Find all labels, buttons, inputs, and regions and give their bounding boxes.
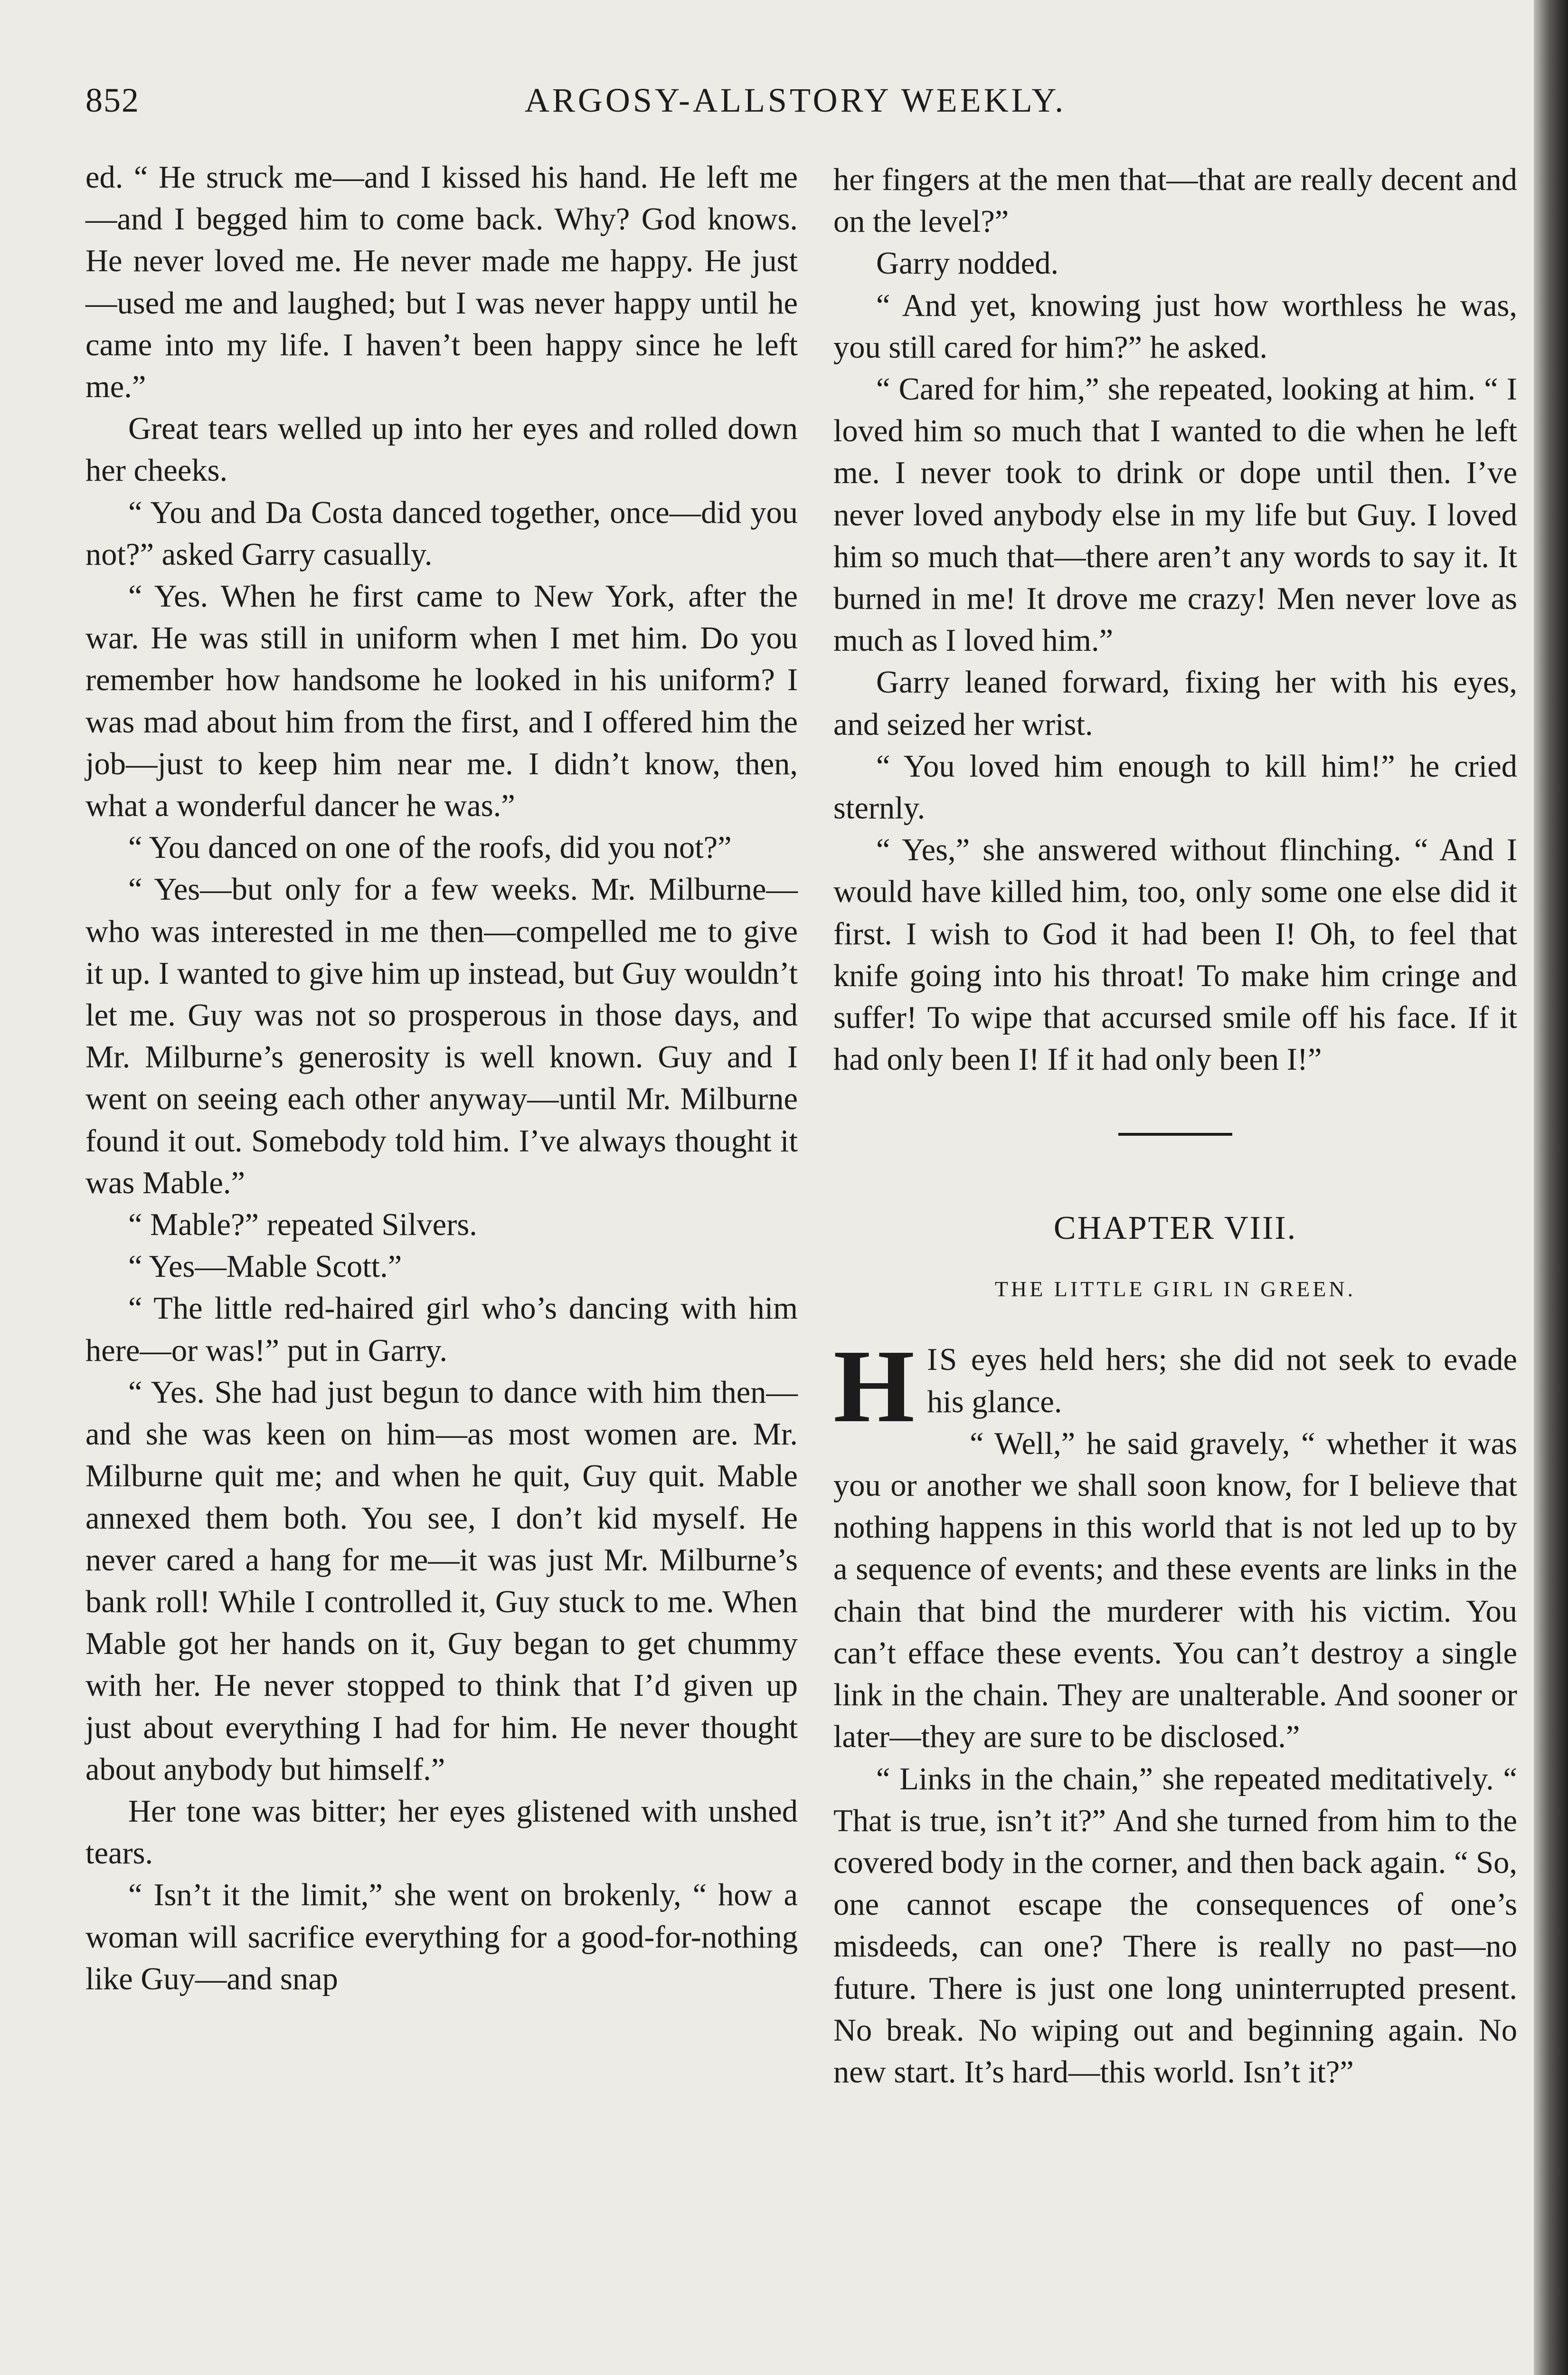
paragraph: Garry nodded. xyxy=(876,246,1059,281)
left-column xyxy=(85,157,798,2000)
chapter-subtitle: THE LITTLE GIRL IN GREEN. xyxy=(994,1277,1356,1302)
chapter-title: CHAPTER VIII. xyxy=(1053,1210,1297,1247)
paragraph: “ You loved him enough to kill him!” he cried sternly. xyxy=(833,749,1517,826)
paragraph: Great tears welled up into her eyes and rolled down her cheeks. xyxy=(85,411,798,488)
paragraph: “ Isn’t it the limit,” she went on brokenly, “ how a woman will sacrifice everything for a good-for-nothing like Guy—and snap xyxy=(85,1878,798,1996)
right-column xyxy=(833,159,1517,2093)
paragraph: “ And yet, knowing just how worthless he was, you still cared for him?” he asked. xyxy=(833,288,1517,365)
paragraph: her fingers at the men that—that are really decent and on the level?” xyxy=(833,162,1517,239)
page-binding-edge xyxy=(1534,0,1568,2375)
page-header xyxy=(85,71,1505,133)
page-number: 852 xyxy=(85,81,140,119)
paragraph: ed. “ He struck me—and I kissed his hand. He left me—and I begged him to come back. Why? God knows. He never loved me. He never made me happy. He just—used me and laughed; but I was never happy until he came into my life. I haven’t been happy since he left me.” xyxy=(85,160,798,405)
paragraph: “ Yes. She had just begun to dance with him then—and she was keen on him—as most women are. Mr. Milburne quit me; and when he quit, Guy quit. Mable annexed them both. You see, I don’t kid myself. He never cared a hang for me—it was just Mr. Milburne’s bank roll! While I controlled it, Guy stuck to me. When Mable got her hands on it, Guy began to get chummy with her. He never stopped to think that I’d given up just about everything I had for him. He never thought about anybody but himself.” xyxy=(85,1375,798,1787)
drop-cap: H xyxy=(833,1328,915,1444)
first-word-rest: IS xyxy=(927,1342,959,1378)
chapter-opening-paragraph xyxy=(833,1328,1517,1444)
section-divider xyxy=(1118,1133,1232,1136)
paragraph: “ You danced on one of the roofs, did you not?” xyxy=(128,830,732,865)
paragraph: “ Yes—Mable Scott.” xyxy=(128,1249,402,1284)
running-title: ARGOSY-ALLSTORY WEEKLY. xyxy=(524,81,1067,119)
paragraph: Garry leaned forward, fixing her with his eyes, and seized her wrist. xyxy=(833,665,1517,742)
paragraph: Her tone was bitter; her eyes glistened with unshed tears. xyxy=(85,1794,798,1871)
paragraph: “ Links in the chain,” she repeated meditatively. “ That is true, isn’t it?” And she turned from him to the covered body in the corner, and then back again. “ So, one cannot escape the consequences of one’s misdeeds, can one? There is really no past—no future. There is just one long uninterrupted present. No break. No wiping out and beginning again. No new start. It’s hard—this world. Isn’t it?” xyxy=(833,1761,1517,2090)
paragraph: “ Yes. When he first came to New York, after the war. He was still in uniform when I met him. Do you remember how handsome he looked in his uniform? I was mad about him from the first, and I offered him the job—just to keep him near me. I didn’t know, then, what a wonderful dancer he was.” xyxy=(85,579,798,824)
paragraph: “ Mable?” repeated Silvers. xyxy=(128,1207,477,1243)
first-paragraph-rest: eyes held hers; she did not seek to evade his glance. xyxy=(927,1342,1517,1419)
paragraph: “ Well,” he said gravely, “ whether it was you or another we shall soon know, for I believe that nothing happens in this world that is not led up to by a sequence of events; and these events are links in the chain that bind the murderer with his victim. You can’t efface these events. You can’t destroy a single link in the chain. They are unalterable. And sooner or later—they are sure to be disclosed.” xyxy=(833,1426,1517,1755)
paragraph: “ Yes—but only for a few weeks. Mr. Milburne—who was interested in me then—compelled me to give it up. I wanted to give him up instead, but Guy wouldn’t let me. Guy was not so prosperous in those days, and Mr. Milburne’s generosity is well known. Guy and I went on seeing each other anyway—until Mr. Milburne found it out. Somebody told him. I’ve always thought it was Mable.” xyxy=(85,872,798,1200)
paragraph: “ The little red-haired girl who’s dancing with him here—or was!” put in Garry. xyxy=(85,1291,798,1368)
paragraph: “ Yes,” she answered without flinching. “ And I would have killed him, too, only some one else did it first. I wish to God it had been I! Oh, to feel that knife going into his throat! To make him cringe and suffer! To wipe that accursed smile off his face. If it had only been I! If it had only been I!” xyxy=(833,833,1517,1077)
paragraph: “ Cared for him,” she repeated, looking at him. “ I loved him so much that I wanted to die when he left me. I never took to drink or dope until then. I’ve never loved anybody else in my life but Guy. I loved him so much that—there aren’t any words to say it. It burned in me! It drove me crazy! Men never love as much as I loved him.” xyxy=(833,372,1517,658)
paragraph: “ You and Da Costa danced together, once—did you not?” asked Garry casually. xyxy=(85,495,798,572)
